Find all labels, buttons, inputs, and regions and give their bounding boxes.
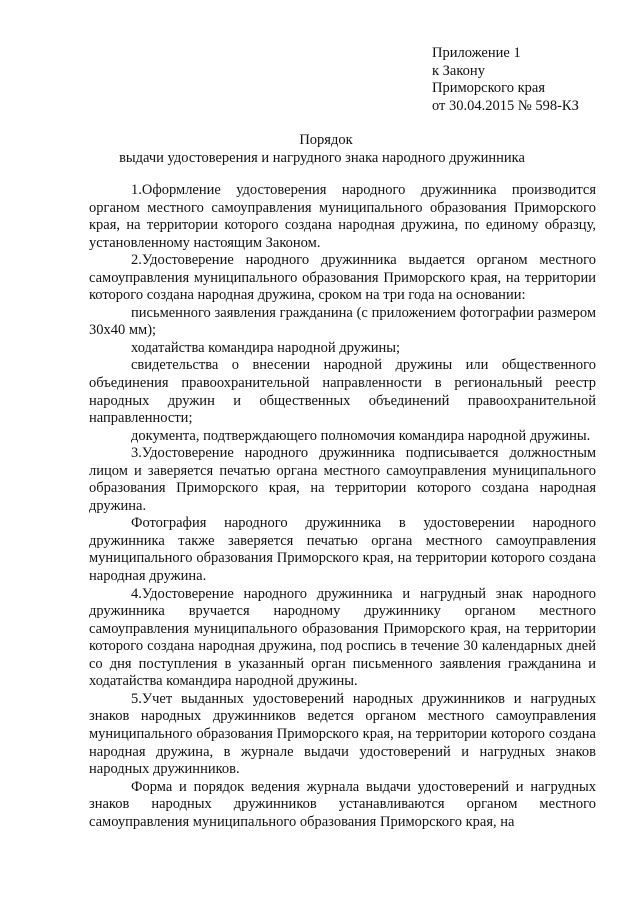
paragraph: Фотография народного дружинника в удостоверении народного дружинника также заверяется печатью органа местного самоуправления муниципального образования Приморского края, на территории которого создана народная дружина. [89,515,596,585]
paragraph: ходатайства командира народной дружины; [131,339,401,356]
appendix-line: Приморского края [432,80,546,96]
paragraph: Форма и порядок ведения журнала выдачи удостоверений и нагрудных знаков народных дружинников устанавливаются органом местного самоуправления муниципального образования Приморского края, на [89,778,596,830]
paragraph: 1.Оформление удостоверения народного дружинника производится органом местного самоуправления муниципального образования Приморского края, на территории которого создана народная дружина, по единому образцу, установленному настоящим Законом. [89,182,596,251]
document-body [89,182,596,831]
appendix-header [432,45,579,115]
paragraph: документа, подтверждающего полномочия командира народной дружины. [131,427,591,444]
document-title: Порядок [299,132,353,148]
document-subtitle: выдачи удостоверения и нагрудного знака народного дружинника [119,150,525,166]
appendix-line: от 30.04.2015 № 598-КЗ [432,97,579,114]
paragraph: письменного заявления гражданина (с приложением фотографии размером 30х40 мм); [89,304,596,339]
paragraph: свидетельства о внесении народной дружины или общественного объединения правоохранительной направленности в региональный реестр народных дружин и общественных объединений правоохранительной направленности; [89,357,596,427]
appendix-line: Приложение 1 [432,45,521,61]
paragraph: 2.Удостоверение народного дружинника выдается органом местного самоуправления муниципального образования Приморского края, на территории которого создана народная дружина, сроком на три года на основании: [89,252,596,304]
paragraph: 4.Удостоверение народного дружинника и нагрудный знак народного дружинника вручается народному дружиннику органом местного самоуправления муниципального образования Приморского края, на территории которого создана народная дружина, под роспись в течение 30 календарных дней со дня поступления в указанный орган письменного заявления гражданина и ходатайства командира народной дружины. [89,585,596,690]
paragraph: 5.Учет выданных удостоверений народных дружинников и нагрудных знаков народных дружинников ведется органом местного самоуправления муниципального образования Приморского края, на территории которого создана народная дружина, в журнале выдачи удостоверений и нагрудных знаков народных дружинников. [89,690,596,778]
appendix-line: к Закону [432,62,485,79]
paragraph: 3.Удостоверение народного дружинника подписывается должностным лицом и заверяется печатью органа местного самоуправления муниципального образования Приморского края, на территории которого создана народная дружина. [89,445,596,514]
